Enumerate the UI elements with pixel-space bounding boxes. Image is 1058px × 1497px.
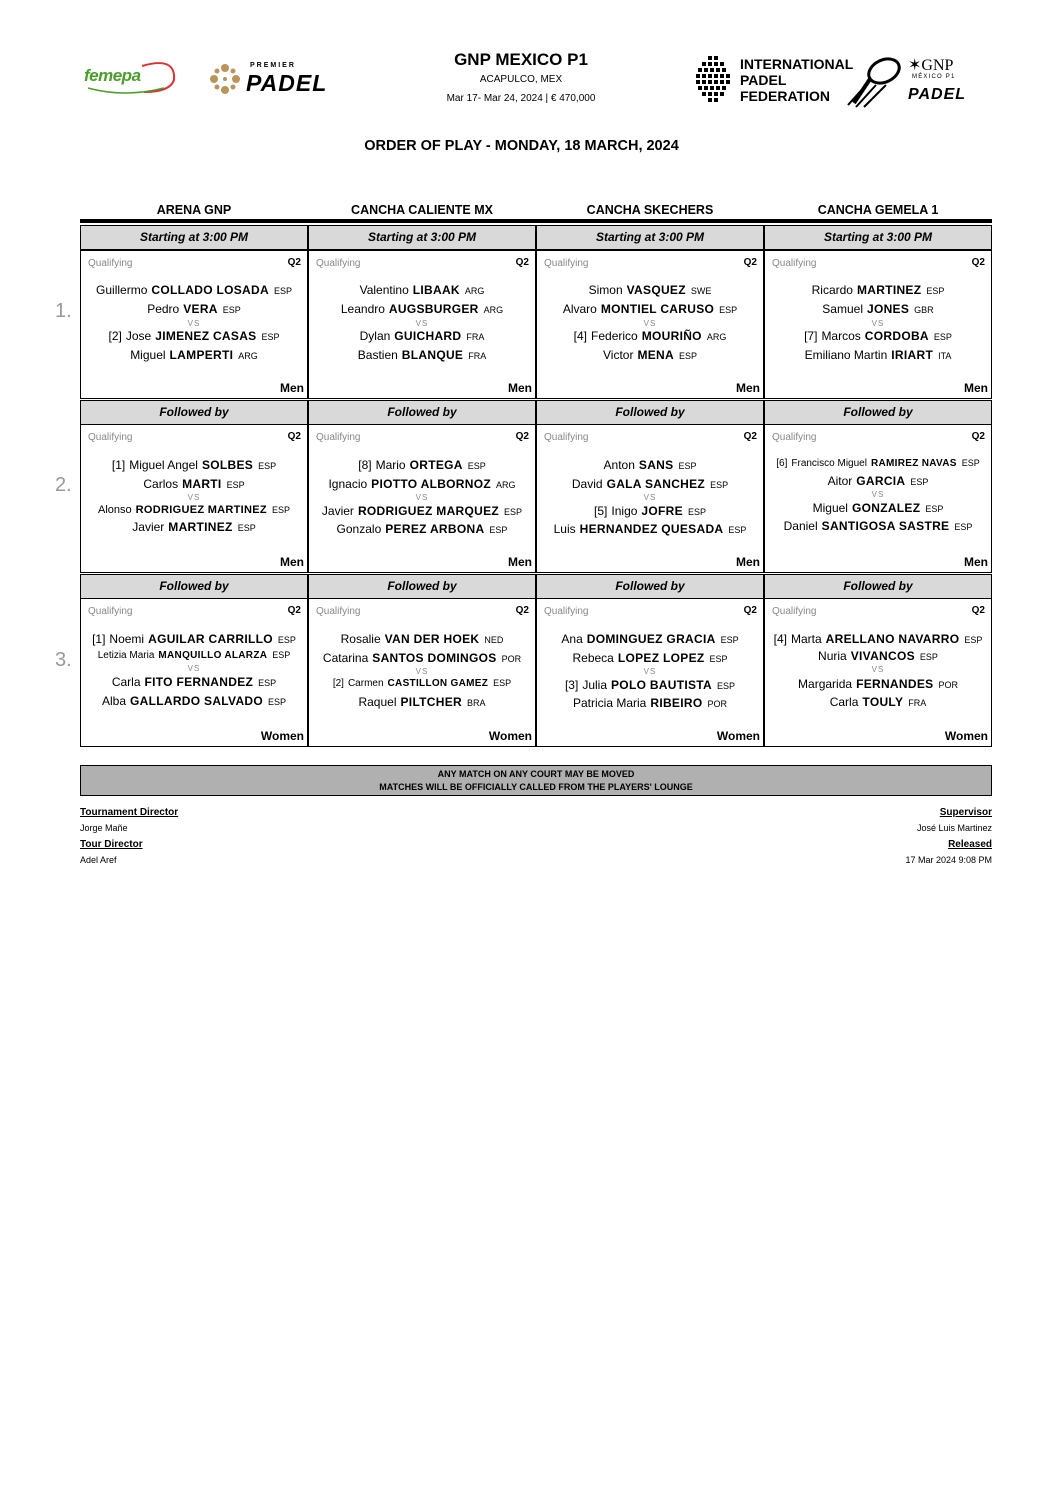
match-card [80,598,308,747]
court-header-cancha-skechers: CANCHA SKECHERS [586,203,714,217]
femepa-logo [84,58,179,98]
match-round: Q2 [515,605,529,616]
player-name: Ana DOMINGUEZ GRACIA ESP [561,632,739,646]
femepa-wordmark: femepa [84,66,141,85]
player-name: [7] Marcos CORDOBA ESP [804,329,952,343]
versus-label: VS [643,667,657,676]
match-category: Qualifying [88,258,133,269]
match-gender: Men [508,555,532,569]
match-category: Qualifying [316,432,361,443]
versus-label: VS [415,493,429,502]
player-name: Pedro VERA ESP [147,302,241,316]
match-round: Q2 [287,257,301,268]
tour-director-name: Adel Aref [80,855,117,865]
match-round: Q2 [287,605,301,616]
player-name: [1] Miguel Angel SOLBES ESP [111,458,277,472]
player-name: [3] Julia POLO BAUTISTA ESP [564,678,736,692]
match-gender: Men [964,381,988,395]
time-slot-bar: Starting at 3:00 PM [308,225,536,250]
versus-label: VS [871,490,885,499]
player-name: Carlos MARTI ESP [143,477,245,491]
match-round: Q2 [515,257,529,268]
tournament-director-label: Tournament Director [80,807,179,818]
match-category: Qualifying [544,432,589,443]
time-slot-bar: Starting at 3:00 PM [536,225,764,250]
player-name: Victor MENA ESP [602,348,698,362]
order-of-play-title: ORDER OF PLAY - MONDAY, 18 MARCH, 2024 [364,138,679,154]
time-slot-bar: Followed by [536,574,764,599]
fip-wordmark: INTERNATIONAL PADEL FEDERATION [740,56,854,104]
match-category: Qualifying [316,258,361,269]
match-round: Q2 [743,605,757,616]
premier-padel-logo [208,62,353,98]
gnp-subtitle: MÉXICO P1 [912,74,956,80]
match-card [536,598,764,747]
match-card [308,250,536,399]
player-name: Alonso RODRIGUEZ MARTINEZ ESP [98,504,290,516]
match-category: Qualifying [772,432,817,443]
gnp-racket-icon [846,55,908,109]
time-slot-bar: Followed by [80,400,308,425]
match-category: Qualifying [88,606,133,617]
player-name: Alba GALLARDO SALVADO ESP [101,694,287,708]
player-name: Leandro AUGSBURGER ARG [340,302,504,316]
versus-label: VS [187,493,201,502]
match-category: Qualifying [316,606,361,617]
gnp-wordmark: ✶GNP [908,57,954,74]
court-header-cancha-gemela-1: CANCHA GEMELA 1 [817,203,939,217]
versus-label: VS [871,665,885,674]
match-round: Q2 [971,431,985,442]
match-card [764,424,992,573]
match-round: Q2 [287,431,301,442]
match-gender: Women [260,729,304,743]
court-header-cancha-caliente-mx: CANCHA CALIENTE MX [351,203,493,217]
tournament-header [371,50,671,105]
match-card [764,598,992,747]
player-name: Nuria VIVANCOS ESP [818,649,938,663]
versus-label: VS [643,493,657,502]
match-gender: Men [736,555,760,569]
player-name: Guillermo COLLADO LOSADA ESP [96,283,292,297]
player-name: Simon VASQUEZ SWE [588,283,712,297]
player-name: [6] Francisco Miguel RAMIREZ NAVAS ESP [776,458,980,469]
player-name: Patricia Maria RIBEIRO POR [573,696,727,710]
tournament-title: GNP MEXICO P1 [454,50,588,69]
player-name: Raquel PILTCHER BRA [358,695,486,709]
gnp-mexico-p1-logo [846,55,981,109]
row-number: 3. [55,649,72,671]
match-gender: Men [508,381,532,395]
match-card [308,424,536,573]
time-slot-bar: Followed by [536,400,764,425]
player-name: Miguel LAMPERTI ARG [130,348,258,362]
versus-label: VS [415,667,429,676]
notice-line: ANY MATCH ON ANY COURT MAY BE MOVED [437,769,635,779]
match-gender: Men [280,555,304,569]
court-header-arena-gnp: ARENA GNP [156,203,232,217]
versus-label: VS [187,664,201,673]
versus-label: VS [187,319,201,328]
time-slot-bar: Starting at 3:00 PM [764,225,992,250]
match-gender: Men [964,555,988,569]
player-name: Carla FITO FERNANDEZ ESP [111,675,277,689]
notice-banner [80,765,992,796]
player-name: Carla TOULY FRA [829,695,927,709]
player-name: Luis HERNANDEZ QUESADA ESP [553,522,747,536]
player-name: Aitor GARCIA ESP [827,474,929,488]
match-gender: Women [488,729,532,743]
tournament-director-name: Jorge Mañe [80,823,128,833]
player-name: Letizia Maria MANQUILLO ALARZA ESP [97,650,291,661]
premier-padel-star-icon [208,62,242,96]
time-slot-bar: Followed by [308,574,536,599]
player-name: [1] Noemi AGUILAR CARRILLO ESP [92,632,296,646]
match-card [308,598,536,747]
versus-label: VS [415,319,429,328]
versus-label: VS [643,319,657,328]
player-name: Gonzalo PEREZ ARBONA ESP [336,522,508,536]
player-name: Samuel JONES GBR [822,302,934,316]
released-timestamp: 17 Mar 2024 9:08 PM [905,855,992,865]
player-name: [2] Carmen CASTILLON GAMEZ ESP [332,678,512,689]
player-name: Miguel GONZALEZ ESP [812,501,944,515]
row-number: 1. [55,300,72,322]
player-name: Rebeca LOPEZ LOPEZ ESP [572,651,728,665]
player-name: Margarida FERNANDES POR [798,677,958,691]
player-name: [5] Inigo JOFRE ESP [594,504,706,518]
match-gender: Men [280,381,304,395]
player-name: Dylan GUICHARD FRA [359,329,485,343]
player-name: Ignacio PIOTTO ALBORNOZ ARG [328,477,516,491]
court-header-divider [80,219,992,223]
match-round: Q2 [515,431,529,442]
player-name: Rosalie VAN DER HOEK NED [340,632,504,646]
notice-line: MATCHES WILL BE OFFICIALLY CALLED FROM THE PLAYERS' LOUNGE [379,782,693,792]
tournament-location: ACAPULCO, MEX [479,74,563,85]
premier-padel-small-text: PREMIER [250,62,296,69]
time-slot-bar: Followed by [308,400,536,425]
match-gender: Women [944,729,988,743]
match-card [80,250,308,399]
match-card [536,250,764,399]
match-round: Q2 [743,431,757,442]
player-name: Daniel SANTIGOSA SASTRE ESP [783,519,973,533]
match-card [764,250,992,399]
player-name: Valentino LIBAAK ARG [359,283,485,297]
time-slot-bar: Starting at 3:00 PM [80,225,308,250]
match-card [80,424,308,573]
supervisor-label: Supervisor [939,807,992,818]
time-slot-bar: Followed by [764,574,992,599]
premier-padel-wordmark: PADEL [246,70,328,96]
player-name: Ricardo MARTINEZ ESP [811,283,945,297]
fip-logo [694,54,854,108]
match-category: Qualifying [772,606,817,617]
time-slot-bar: Followed by [80,574,308,599]
match-category: Qualifying [772,258,817,269]
player-name: David GALA SANCHEZ ESP [571,477,729,491]
player-name: Emiliano Martin IRIART ITA [804,348,952,362]
match-category: Qualifying [544,258,589,269]
player-name: [4] Federico MOURIÑO ARG [573,329,727,343]
match-gender: Women [716,729,760,743]
player-name: [4] Marta ARELLANO NAVARRO ESP [773,632,983,646]
player-name: [8] Mario ORTEGA ESP [358,458,486,472]
versus-label: VS [871,319,885,328]
player-name: Anton SANS ESP [603,458,697,472]
player-name: Alvaro MONTIEL CARUSO ESP [562,302,738,316]
match-round: Q2 [971,257,985,268]
time-slot-bar: Followed by [764,400,992,425]
match-round: Q2 [971,605,985,616]
tournament-dates: Mar 17- Mar 24, 2024 | € 470,000 [446,93,596,104]
match-category: Qualifying [88,432,133,443]
player-name: Catarina SANTOS DOMINGOS POR [322,651,522,665]
match-category: Qualifying [544,606,589,617]
player-name: Javier RODRIGUEZ MARQUEZ ESP [321,504,523,518]
player-name: Javier MARTINEZ ESP [132,520,256,534]
match-round: Q2 [743,257,757,268]
gnp-padel-wordmark: PADEL [908,86,967,103]
tour-director-label: Tour Director [80,839,143,850]
released-label: Released [948,839,992,850]
row-number: 2. [55,474,72,496]
match-gender: Men [736,381,760,395]
match-card [536,424,764,573]
player-name: [2] Jose JIMENEZ CASAS ESP [108,329,280,343]
player-name: Bastien BLANQUE FRA [357,348,487,362]
supervisor-name: José Luis Martinez [916,823,992,833]
fip-ball-icon [694,54,738,108]
